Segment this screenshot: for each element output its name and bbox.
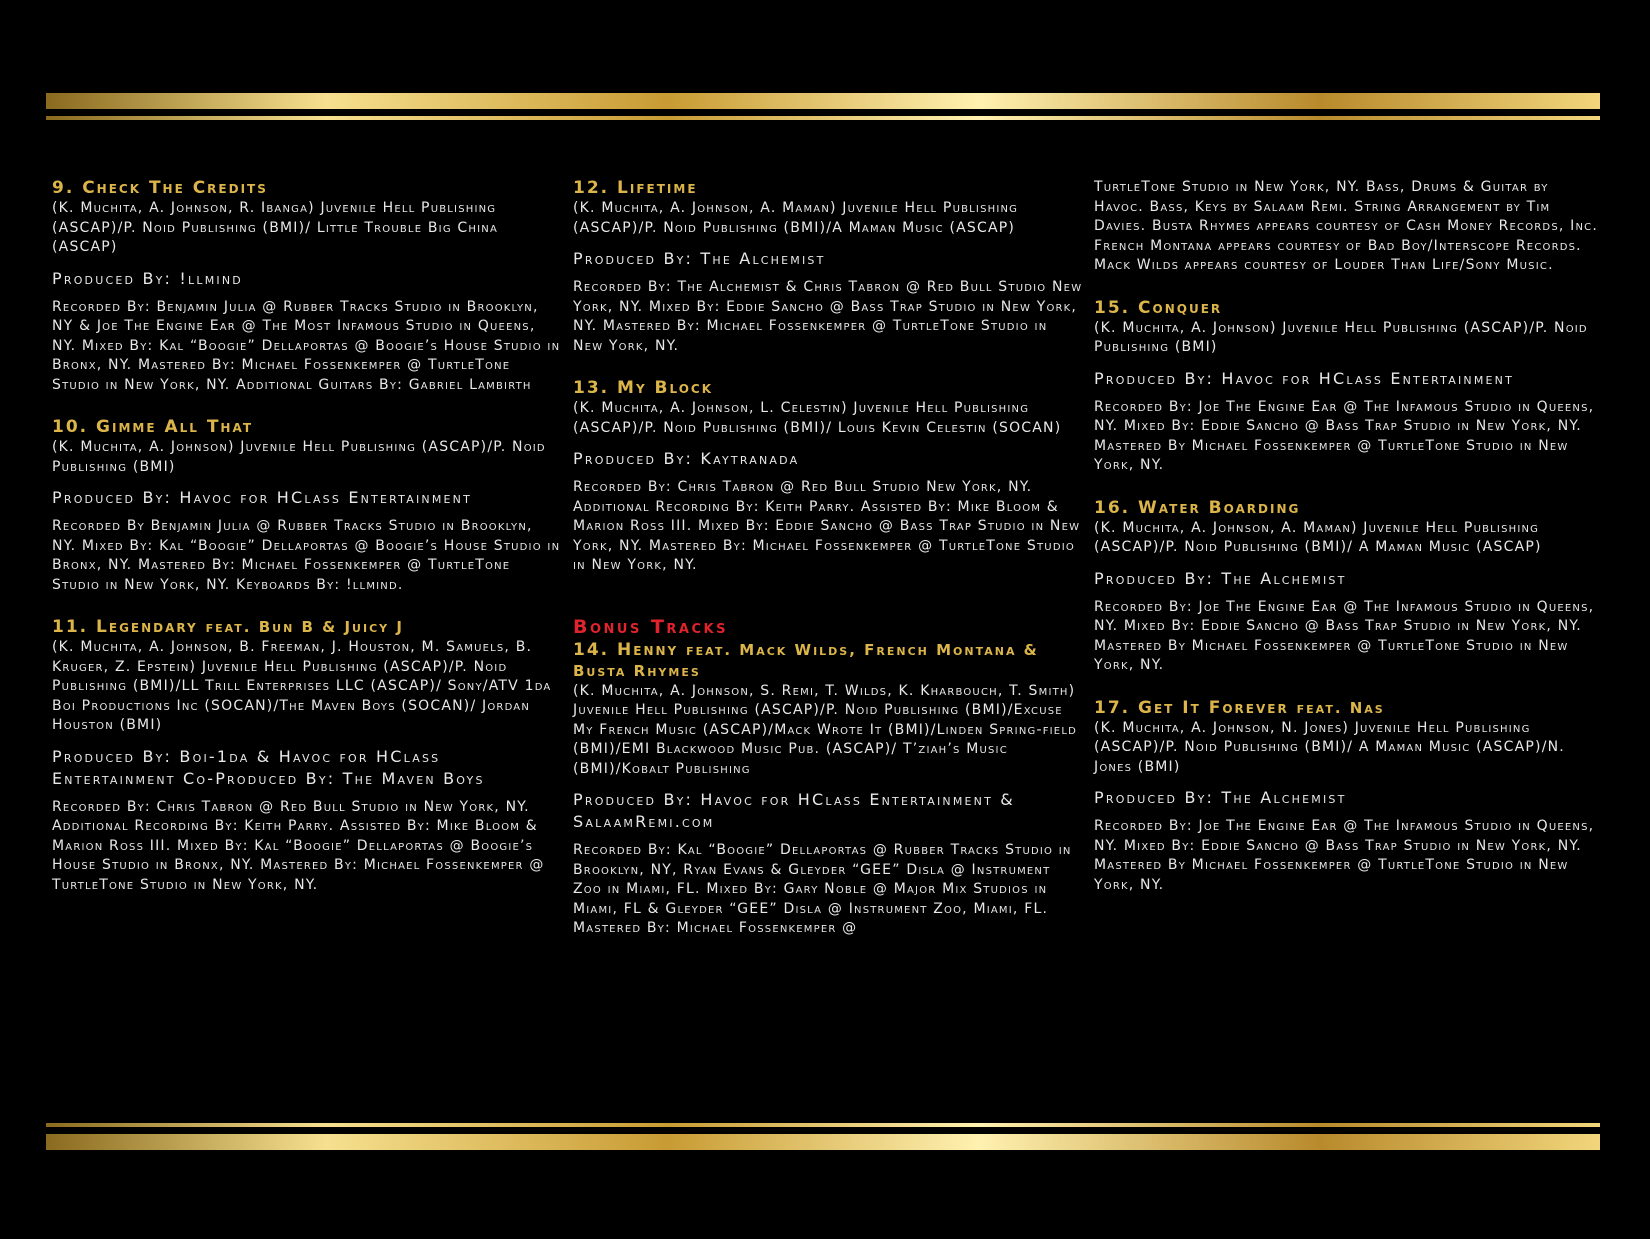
produced-by: Produced By: The Alchemist [1094,788,1347,807]
produced-by: Produced By: Havoc for HClass Entertainment [1094,368,1515,388]
track-title: 14. Henny feat. Mack Wilds, French Montana & Busta Rhymes [573,639,1039,680]
gold-border-bottom-thin [46,1123,1600,1127]
track-title: 11. Legendary feat. Bun B & Juicy J [52,617,404,637]
featured-artists: feat. Nas [1296,698,1385,717]
track-title: 15. Conquer [1094,297,1223,318]
track-credit-13 [573,378,1083,576]
track-title: 12. Lifetime [573,178,698,198]
recording-credits: Recorded By: Chris Tabron @ Red Bull Studio in New York, NY. Additional Recording By: Keith Parry. Assisted By: Mike Bloom & Marion Ross III. Mixed By: Kal “Boogie” Dellaportas @ Boogie’s House Studio in Bronx, NY. Mastered By: Michael Fossenkemper @ TurtleTone Studio in New York, NY. [52,798,545,893]
credits-column-3 [1094,178,1604,917]
recording-credits: Recorded By: Benjamin Julia @ Rubber Tracks Studio in Brooklyn, NY & Joe The Engine Ear @ The Most Infamous Studio in Queens, NY. Mixed By: Kal “Boogie” Dellaportas @ Boogie’s House Studio in Bronx, NY. Mastered By: Michael Fossenkemper @ TurtleTone Studio in New York, NY. Additional Guitars By: Gabriel Lambirth [52,298,561,393]
publishing-credits: (K. Muchita, A. Johnson, B. Freeman, J. Houston, M. Samuels, B. Kruger, Z. Epstein) Juvenile Hell Publishing (ASCAP)/P. Noid Publishing (BMI)/LL Trill Enterprises LLC (ASCAP)/ Sony/ATV 1da Boi Productions Inc (SOCAN)/The Maven Boys (SOCAN)/ Jordan Houston (BMI) [52,639,552,733]
track-title: 13. My Block [573,378,714,398]
gold-border-bottom-thick [46,1134,1600,1150]
produced-by: Produced By: The Alchemist [573,249,826,268]
publishing-credits: (K. Muchita, A. Johnson, L. Celestin) Juvenile Hell Publishing (ASCAP)/P. Noid Publishing (BMI)/ Louis Kevin Celestin (SOCAN) [573,400,1062,436]
publishing-credits: (K. Muchita, A. Johnson, A. Maman) Juvenile Hell Publishing (ASCAP)/P. Noid Publishing (BMI)/ A Maman Music (ASCAP) [1094,519,1542,555]
track-title: 16. Water Boarding [1094,497,1301,518]
produced-by: Produced By: Havoc for HClass Entertainment & SalaamRemi.com [573,790,1015,831]
track-title: 9. Check The Credits [52,178,268,198]
recording-credits: Recorded By: Kal “Boogie” Dellaportas @ Rubber Tracks Studio in Brooklyn, NY, Ryan Evans & Gleyder “GEE” Disla @ Instrument Zoo in Miami, FL. Mixed By: Gary Noble @ Major Mix Studios in Miami, FL & Gleyder “GEE” Disla @ Instrument Zoo, Miami, FL. Mastered By: Michael Fossenkemper @ [573,842,1072,936]
recording-credits: Recorded By: Joe The Engine Ear @ The Infamous Studio in Queens, NY. Mixed By: Eddie Sancho @ Bass Trap Studio in New York, NY. Mastered By Michael Fossenkemper @ TurtleTone Studio in New York, NY. [1094,398,1595,473]
publishing-credits: (K. Muchita, A. Johnson) Juvenile Hell Publishing (ASCAP)/P. Noid Publishing (BMI) [52,439,546,475]
track-credit-17 [1094,698,1604,896]
track-credit-9 [52,178,562,395]
track-credit-12 [573,178,1083,356]
produced-by: Produced By: !llmind [52,268,243,288]
publishing-credits: (K. Muchita, A. Johnson, R. Ibanga) Juvenile Hell Publishing (ASCAP)/P. Noid Publishing (BMI)/ Little Trouble Big China (ASCAP) [52,200,498,255]
publishing-credits: (K. Muchita, A. Johnson, N. Jones) Juvenile Hell Publishing (ASCAP)/P. Noid Publishing (BMI)/ A Maman Music (ASCAP)/N. Jones (BMI) [1094,719,1565,775]
produced-by: Produced By: Boi-1da & Havoc for HClass Entertainment Co-Produced By: The Maven Boys [52,746,485,788]
track-credit-15 [1094,298,1604,476]
recording-credits: Recorded By: Joe The Engine Ear @ The Infamous Studio in Queens, NY. Mixed By: Eddie Sancho @ Bass Trap Studio in New York, NY. Mastered By Michael Fossenkemper @ TurtleTone Studio in New York, NY. [1094,598,1595,673]
bonus-tracks-heading: Bonus Tracks [573,615,728,638]
produced-by: Produced By: Havoc for HClass Entertainment [52,488,473,507]
credits-column-1 [52,178,562,917]
publishing-credits: (K. Muchita, A. Johnson) Juvenile Hell Publishing (ASCAP)/P. Noid Publishing (BMI) [1094,319,1588,355]
featured-artists: feat. Mack Wilds, French Montana & Busta Rhymes [573,640,1039,680]
gold-border-top-thin [46,116,1600,120]
recording-credits: Recorded By: Joe The Engine Ear @ The Infamous Studio in Queens, NY. Mixed By: Eddie Sancho @ Bass Trap Studio in New York, NY. Mastered By Michael Fossenkemper @ TurtleTone Studio in New York, NY. [1094,818,1595,893]
track-credit-14 [573,640,1083,939]
track-14-credits-continued: TurtleTone Studio in New York, NY. Bass, Drums & Guitar by Havoc. Bass, Keys by Salaam Remi. String Arrangement by Tim Davies. Busta Rhymes appears courtesy of Cash Money Records, Inc. French Montana appears courtesy of Bad Boy/Interscope Records. Mack Wilds appears courtesy of Louder Than Life/Sony Music. [1094,179,1599,273]
recording-credits: Recorded By Benjamin Julia @ Rubber Tracks Studio in Brooklyn, NY. Mixed By: Kal “Boogie” Dellaportas @ Boogie’s House Studio in Bronx, NY. Mastered By: Michael Fossenkemper @ TurtleTone Studio in New York, NY. Keyboards By: !llmind. [52,518,561,593]
track-credit-11 [52,617,562,895]
track-credit-10 [52,417,562,595]
produced-by: Produced By: Kaytranada [573,449,800,468]
track-credit-16 [1094,498,1604,676]
recording-credits: Recorded By: The Alchemist & Chris Tabron @ Red Bull Studio New York, NY. Mixed By: Eddie Sancho @ Bass Trap Studio in New York, NY. Mastered By: Michael Fossenkemper @ TurtleTone Studio in New York, NY. [573,279,1083,354]
track-title: 10. Gimme All That [52,417,253,437]
produced-by: Produced By: The Alchemist [1094,568,1347,588]
recording-credits: Recorded By: Chris Tabron @ Red Bull Studio New York, NY. Additional Recording By: Keith Parry. Assisted By: Mike Bloom & Marion Ross III. Mixed By: Eddie Sancho @ Bass Trap Studio in New York, NY. Mastered By: Michael Fossenkemper @ TurtleTone Studio in New York, NY. [573,479,1081,573]
publishing-credits: (K. Muchita, A. Johnson, S. Remi, T. Wilds, K. Kharbouch, T. Smith) Juvenile Hell Publishing (ASCAP)/P. Noid Publishing (BMI)/Excuse My French Music (ASCAP)/Mack Wrote It (BMI)/Linden Spring-field (BMI)/EMI Blackwood Music Pub. (ASCAP)/ T’ziah’s Music (BMI)/Kobalt Publishing [573,682,1077,777]
track-title: 17. Get It Forever feat. Nas [1094,697,1385,718]
featured-artists: feat. Bun B & Juicy J [205,618,404,636]
gold-border-top-thick [46,93,1600,109]
credits-column-2 [573,178,1083,961]
publishing-credits: (K. Muchita, A. Johnson, A. Maman) Juvenile Hell Publishing (ASCAP)/P. Noid Publishing (BMI)/A Maman Music (ASCAP) [573,200,1019,236]
